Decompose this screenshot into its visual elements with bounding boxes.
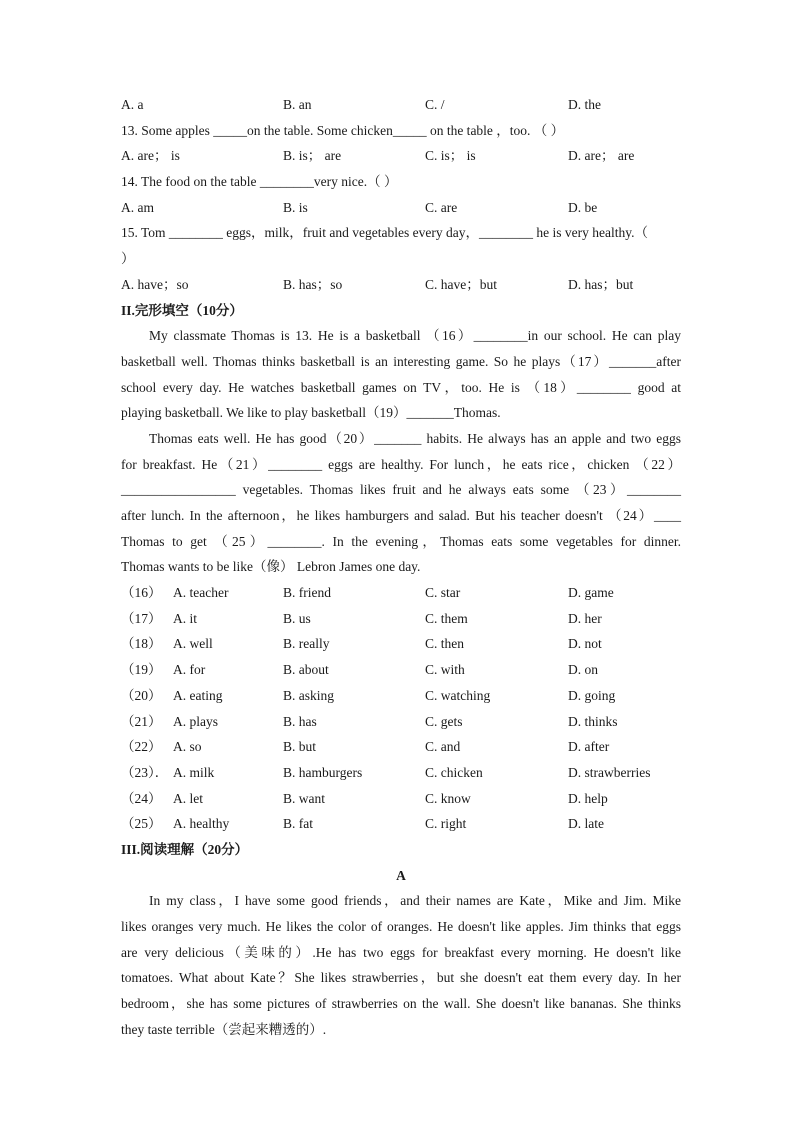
option-b: B. but <box>283 739 317 755</box>
passage-line: are very delicious（美味的）.He has two eggs for breakfast every morning. He doesn't like <box>121 944 681 960</box>
option-a-text: A. let <box>173 790 203 806</box>
option-c: C. star <box>425 585 461 601</box>
cloze-line: Thomas wants to be like（像） Lebron James one day. <box>121 559 421 575</box>
cloze-question-17 <box>121 606 681 632</box>
cloze-line: after lunch. In the afternoon，he likes hamburgers and salad. But his teacher doesn't （24）____ <box>121 508 681 523</box>
option-d: D. the <box>568 97 601 112</box>
option-d: D. her <box>568 610 602 626</box>
option-a: A. are； is <box>121 148 180 164</box>
option-a <box>121 606 197 632</box>
q15-options <box>121 272 681 298</box>
option-a: A. am <box>121 199 154 215</box>
option-c: C. have；but <box>425 276 497 292</box>
option-c: C. and <box>425 739 461 755</box>
cloze-question-24 <box>121 786 681 812</box>
option-c: C. watching <box>425 687 491 703</box>
option-a <box>121 760 214 786</box>
cloze-line: Thomas eats well. He has good（20）_______ habits. He always has an apple and two eggs <box>149 430 681 446</box>
q13-options <box>121 143 681 169</box>
option-b: B. us <box>283 610 311 626</box>
option-d: D. on <box>568 662 598 678</box>
cloze-question-19 <box>121 657 681 683</box>
option-d: D. strawberries <box>568 764 651 780</box>
option-a <box>121 657 205 683</box>
question-13: 13. Some apples _____on the table. Some chicken_____ on the table ，too. （ ） <box>121 122 565 138</box>
question-number: （25） <box>121 816 162 832</box>
option-b: B. about <box>283 662 329 678</box>
option-b: B. an <box>283 97 312 112</box>
option-c: C. are <box>425 199 458 215</box>
option-c: C. right <box>425 816 467 832</box>
option-b: B. is <box>283 199 308 215</box>
passage-title: A <box>396 867 406 883</box>
cloze-line: for breakfast. He（21）________ eggs are healthy. For lunch，he eats rice，chicken （22） <box>121 456 681 472</box>
option-b: B. is； are <box>283 148 342 164</box>
option-d: D. thinks <box>568 713 618 729</box>
cloze-line: _________________ vegetables. Thomas likes fruit and he always eats some （23）________ <box>121 482 681 498</box>
option-c: C. gets <box>425 713 463 729</box>
option-b: B. asking <box>283 687 335 703</box>
cloze-question-20 <box>121 683 681 709</box>
question-15-cont: ） <box>121 251 135 267</box>
passage-line: they taste terrible（尝起来糟透的）. <box>121 1021 327 1037</box>
option-a: A. have；so <box>121 276 189 292</box>
option-a <box>121 709 218 735</box>
section-title-reading: III.阅读理解（20分） <box>121 841 249 857</box>
cloze-line: school every day. He watches basketball games on TV，too. He is （18）________ good at <box>121 379 681 395</box>
option-a <box>121 811 229 837</box>
option-b: B. really <box>283 636 330 652</box>
question-number: （22） <box>121 739 162 755</box>
option-d: D. are； are <box>568 148 635 164</box>
option-a <box>121 683 223 709</box>
passage-line: tomatoes. What about Kate？She likes strawberries，but she doesn't eat them every day. In her <box>121 970 681 986</box>
question-number: （18） <box>121 636 162 652</box>
question-number: （23）． <box>121 764 169 780</box>
q14-options <box>121 195 681 221</box>
option-c: C. with <box>425 662 465 678</box>
cloze-question-21 <box>121 709 681 735</box>
option-a-text: A. it <box>173 610 198 626</box>
cloze-question-22 <box>121 734 681 760</box>
option-d: D. game <box>568 585 614 601</box>
passage-line: likes oranges very much. He likes the color of oranges. He doesn't like apples. Jim thinks that eggs <box>121 919 681 934</box>
cloze-line: Thomas to get （25）________. In the evening，Thomas eats some vegetables for dinner. <box>121 533 681 549</box>
option-a <box>121 786 203 812</box>
option-a-text: A. so <box>173 739 202 755</box>
option-d: D. help <box>568 790 608 806</box>
passage-line: bedroom，she has some pictures of strawberries on the wall. She doesn't like bananas. She thinks <box>121 996 681 1012</box>
cloze-question-16 <box>121 580 681 606</box>
cloze-line: basketball well. Thomas thinks basketball is an interesting game. So he plays（17）_______after <box>121 353 681 369</box>
option-c: C. chicken <box>425 764 483 780</box>
cloze-line: playing basketball. We like to play basketball（19）_______Thomas. <box>121 405 501 421</box>
exam-page <box>121 92 681 1042</box>
cloze-question-25 <box>121 811 681 837</box>
section-title-cloze: II.完形填空（10分） <box>121 302 243 318</box>
option-a <box>121 631 213 657</box>
option-a-text: A. for <box>173 662 206 678</box>
option-a: A. a <box>121 97 144 112</box>
option-a <box>121 734 202 760</box>
option-c: C. is； is <box>425 148 476 164</box>
option-c: C. / <box>425 97 445 112</box>
q12-options <box>121 92 681 118</box>
option-a-text: A. milk <box>173 764 215 780</box>
question-number: （24） <box>121 790 162 806</box>
question-14: 14. The food on the table ________very nice.（ ） <box>121 174 398 190</box>
question-number: （21） <box>121 713 162 729</box>
question-number: （19） <box>121 662 162 678</box>
option-b: B. fat <box>283 816 313 832</box>
passage-line: In my class，I have some good friends，and their names are Kate，Mike and Jim. Mike <box>149 893 681 909</box>
option-a-text: A. plays <box>173 713 218 729</box>
option-d: D. going <box>568 687 616 703</box>
option-a-text: A. eating <box>173 687 223 703</box>
cloze-question-23 <box>121 760 681 786</box>
option-d: D. late <box>568 816 604 832</box>
option-a-text: A. healthy <box>173 816 230 832</box>
option-d: D. be <box>568 199 598 215</box>
option-a-text: A. teacher <box>173 585 229 601</box>
option-c: C. know <box>425 790 471 806</box>
option-d: D. after <box>568 739 610 755</box>
question-number: （16） <box>121 585 162 601</box>
cloze-line: My classmate Thomas is 13. He is a basketball （16）________in our school. He can play <box>149 328 681 344</box>
option-c: C. them <box>425 610 468 626</box>
option-a <box>121 580 228 606</box>
question-number: （20） <box>121 687 162 703</box>
option-b: B. want <box>283 790 325 806</box>
option-d: D. not <box>568 636 602 652</box>
question-number: （17） <box>121 610 162 626</box>
option-d: D. has；but <box>568 276 634 292</box>
option-c: C. then <box>425 636 464 652</box>
cloze-question-18 <box>121 631 681 657</box>
option-b: B. has <box>283 713 317 729</box>
option-b: B. friend <box>283 585 331 601</box>
option-b: B. hamburgers <box>283 764 363 780</box>
option-b: B. has；so <box>283 276 343 292</box>
option-a-text: A. well <box>173 636 213 652</box>
question-15: 15. Tom ________ eggs，milk，fruit and vegetables every day，________ he is very healthy.（ <box>121 225 648 241</box>
